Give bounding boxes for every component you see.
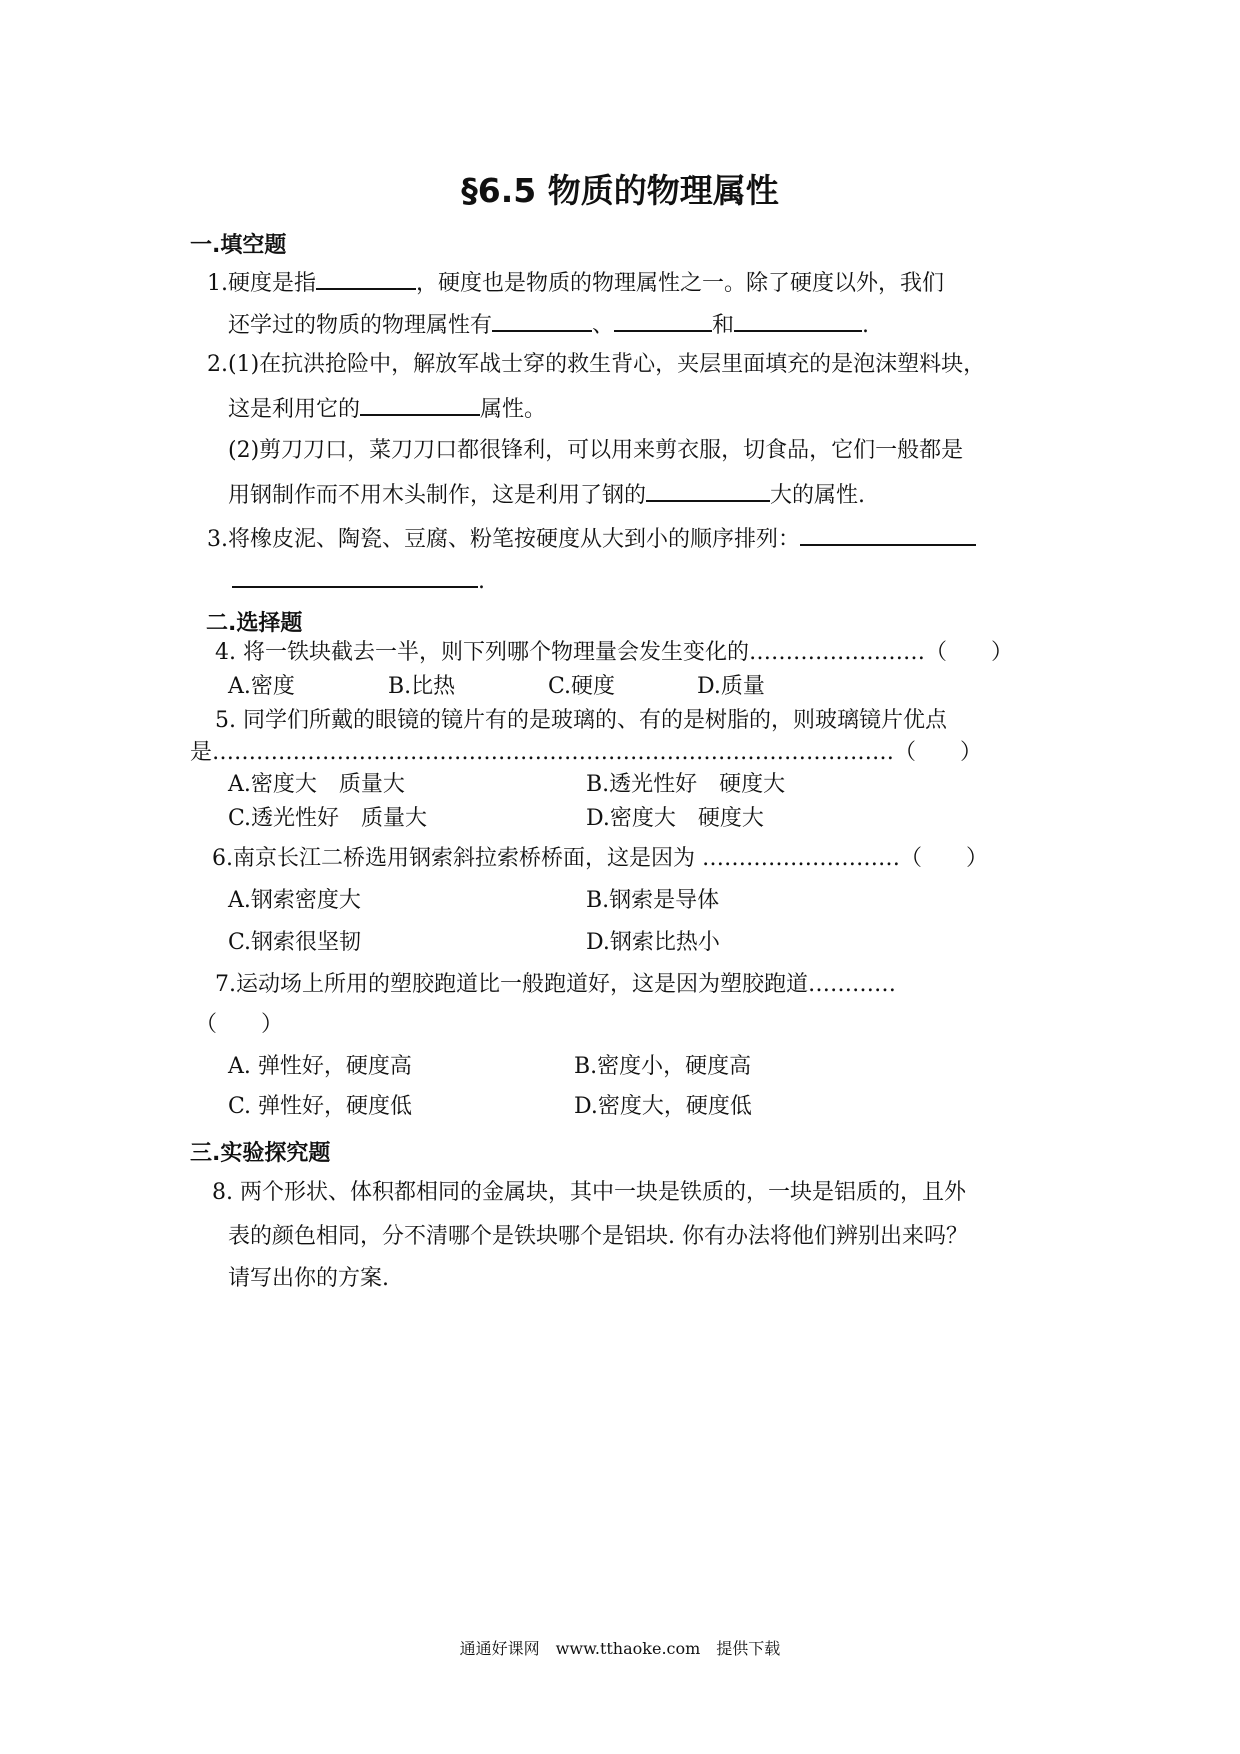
q3-blank-1 — [800, 524, 976, 546]
q6-option-a: A.钢索密度大 — [228, 888, 361, 913]
question-1-line-1 — [207, 268, 944, 297]
section-heading-choice: 二.选择题 — [206, 611, 303, 636]
q7-option-b: B.密度小，硬度高 — [574, 1054, 752, 1079]
footer-source: 通通好课网 www.tthaoke.com 提供下载 — [459, 1639, 781, 1658]
q2-2-text-b: 用钢制作而不用木头制作，这是利用了钢的 — [228, 483, 647, 508]
question-3-line-2 — [232, 566, 485, 595]
question-7-stem-line-2: （ ） — [195, 1012, 284, 1037]
q2-2-blank — [646, 480, 770, 502]
q3-text: 3.将橡皮泥、陶瓷、豆腐、粉笔按硬度从大到小的顺序排列： — [207, 527, 800, 552]
q7-option-c: C. 弹性好，硬度低 — [228, 1094, 413, 1119]
question-2-2-line-1: (2)剪刀刀口，菜刀刀口都很锋利，可以用来剪衣服，切食品，它们一般都是 — [228, 438, 964, 463]
q1-blank-3 — [614, 310, 712, 332]
q7-option-a: A. 弹性好，硬度高 — [228, 1054, 412, 1079]
q1-text-c: 还学过的物质的物理属性有 — [228, 313, 493, 338]
q2-1-blank — [360, 394, 480, 416]
q1-blank-1 — [316, 268, 416, 290]
question-2-1-line-2 — [228, 394, 546, 423]
question-8-line-3: 请写出你的方案. — [228, 1266, 389, 1291]
question-3-line-1 — [207, 524, 976, 553]
q2-1-text-b: 这是利用它的 — [228, 397, 361, 422]
q3-blank-2 — [232, 566, 478, 588]
question-1-line-2 — [228, 310, 869, 339]
q3-end: . — [478, 569, 485, 594]
question-2-1-line-1: 2.(1)在抗洪抢险中，解放军战士穿的救生背心，夹层里面填充的是泡沫塑料块， — [207, 352, 986, 377]
q1-sep-1: 、 — [592, 313, 615, 338]
q1-text-b: ，硬度也是物质的物理属性之一。除了硬度以外，我们 — [416, 271, 945, 296]
q1-text-a: 1.硬度是指 — [207, 271, 316, 296]
section-heading-experiment: 三.实验探究题 — [190, 1141, 331, 1166]
question-4-stem: 4. 将一铁块截去一半，则下列哪个物理量会发生变化的……………………（ ） — [215, 640, 1013, 665]
q1-end: . — [862, 313, 870, 338]
question-6-stem: 6.南京长江二桥选用钢索斜拉索桥桥面，这是因为 ………………………（ ） — [212, 846, 988, 871]
q6-option-b: B.钢索是导体 — [586, 888, 720, 913]
section-heading-fill-in: 一.填空题 — [190, 233, 287, 258]
q6-option-c: C.钢索很坚韧 — [228, 930, 362, 955]
q4-option-a: A.密度 — [228, 674, 295, 699]
question-7-stem-line-1: 7.运动场上所用的塑胶跑道比一般跑道好，这是因为塑胶跑道………… — [215, 972, 896, 997]
q1-blank-2 — [492, 310, 592, 332]
q2-2-text-c: 大的属性. — [770, 483, 866, 508]
q6-option-d: D.钢索比热小 — [586, 930, 720, 955]
page-title: §6.5 物质的物理属性 — [461, 171, 779, 210]
question-5-stem-line-2: 是…………………………………………………………………………………（ ） — [190, 740, 983, 765]
q1-blank-4 — [734, 310, 862, 332]
q4-option-b: B.比热 — [388, 674, 456, 699]
question-2-2-line-2 — [228, 480, 865, 509]
q4-option-c: C.硬度 — [548, 674, 616, 699]
question-8-line-1: 8. 两个形状、体积都相同的金属块，其中一块是铁质的，一块是铝质的，且外 — [212, 1180, 966, 1205]
question-8-line-2: 表的颜色相同，分不清哪个是铁块哪个是铝块. 你有办法将他们辨别出来吗？ — [228, 1224, 968, 1249]
q7-option-d: D.密度大，硬度低 — [574, 1094, 752, 1119]
q5-option-b: B.透光性好 硬度大 — [586, 772, 786, 797]
q5-option-d: D.密度大 硬度大 — [586, 806, 764, 831]
q5-option-c: C.透光性好 质量大 — [228, 806, 428, 831]
q4-option-d: D.质量 — [697, 674, 765, 699]
question-5-stem-line-1: 5. 同学们所戴的眼镜的镜片有的是玻璃的、有的是树脂的，则玻璃镜片优点 — [215, 708, 947, 733]
q2-1-text-c: 属性。 — [480, 397, 547, 422]
q1-sep-2: 和 — [712, 313, 735, 338]
q5-option-a: A.密度大 质量大 — [228, 772, 405, 797]
